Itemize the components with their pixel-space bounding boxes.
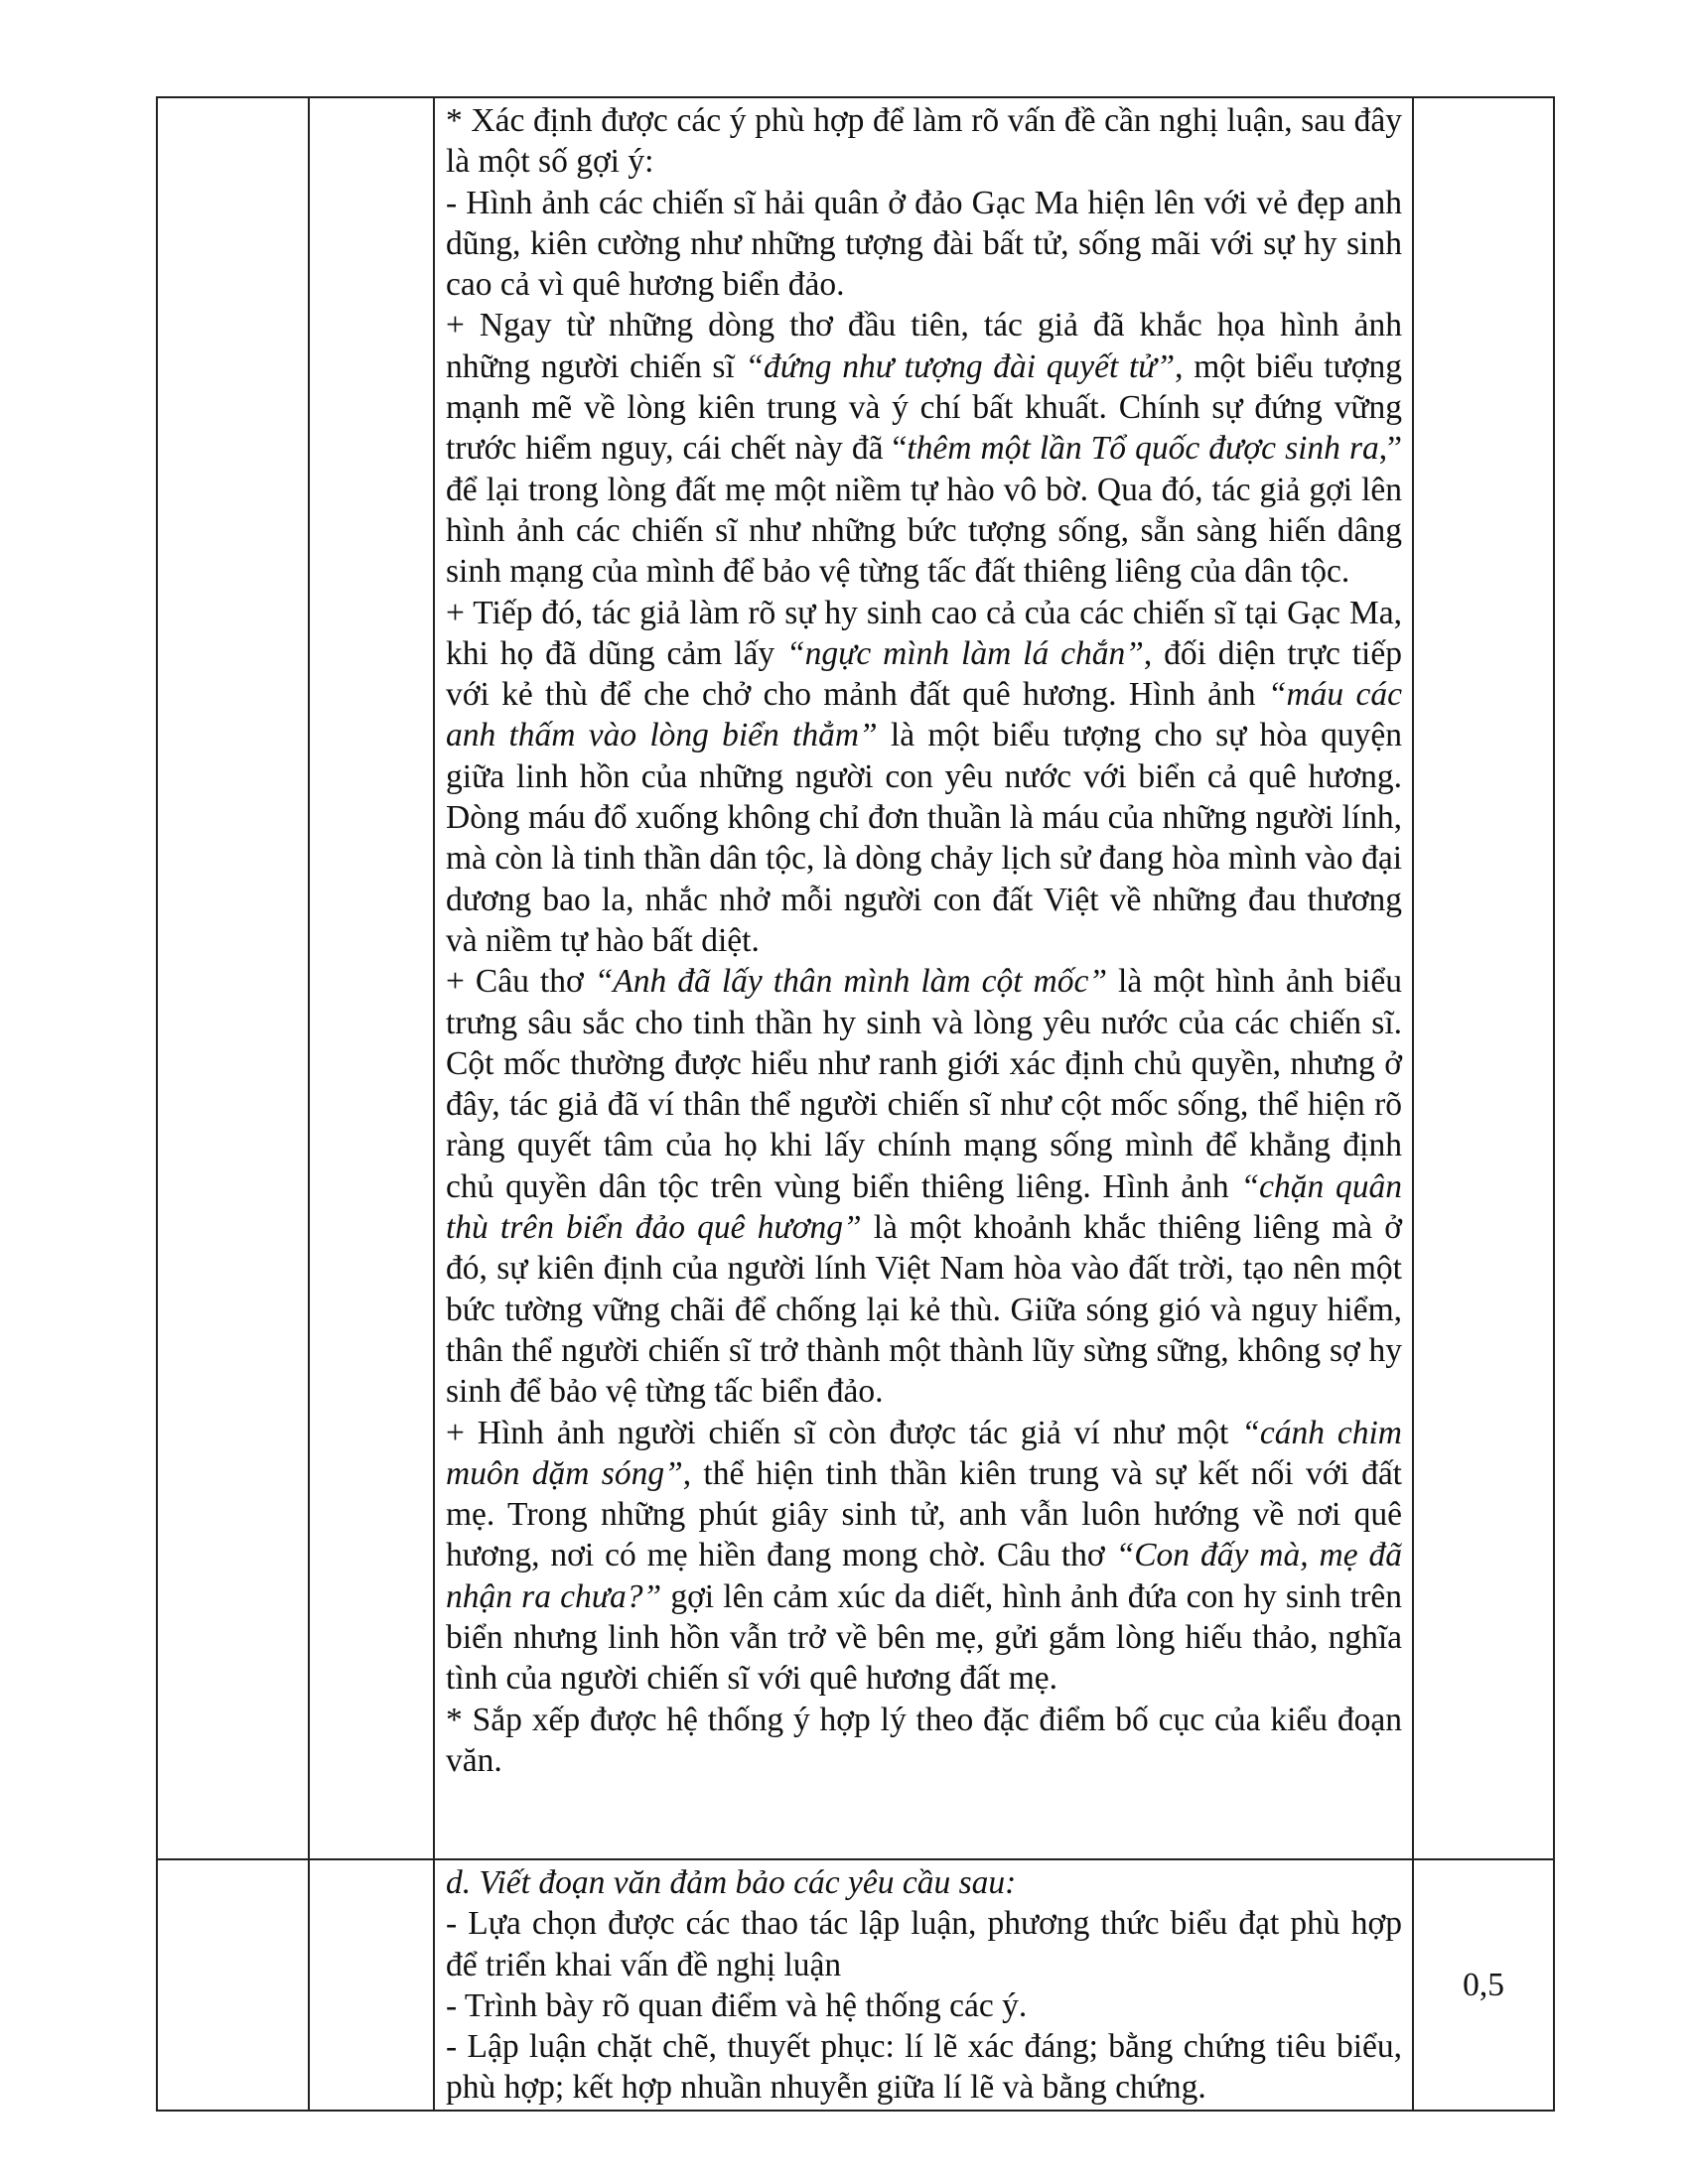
text-run: + Câu thơ <box>446 963 595 1001</box>
quote-text: “đứng như tượng đài quyết tử” <box>745 347 1176 385</box>
text-run: , thể hiện tinh thần kiên trung và sự kết nối với đất mẹ. Trong những phút giây sinh tử, anh vẫn luôn hướng về nơi quê hương, nơi có mẹ hiền đang mong chờ. Câu thơ <box>446 1454 1402 1574</box>
table-row <box>157 97 1554 1859</box>
score-cell <box>1413 97 1554 1859</box>
content-cell <box>434 1859 1413 2111</box>
part-cell <box>309 97 434 1859</box>
content-text <box>435 1860 1412 2109</box>
quote-text: “cánh chim muôn dặm sóng” <box>446 1414 1402 1492</box>
quote-text: “máu các anh thấm vào lòng biển thẳm” <box>446 676 1402 754</box>
score-cell <box>1413 1859 1554 2111</box>
part-cell <box>309 1859 434 2111</box>
paragraph <box>446 1700 1402 1782</box>
text-run: là một biểu tượng cho sự hòa quyện giữa linh hồn của những người con yêu nước với biển cả quê hương. Dòng máu đổ xuống không chỉ đơn thuần là máu của những người lính, mà còn là tinh thần dân tộc, là dòng chảy lịch sử đang hòa mình vào đại dương bao la, nhắc nhở mỗi người con đất Việt về những đau thương và niềm tự hào bất diệt. <box>446 717 1403 959</box>
paragraph <box>446 593 1402 962</box>
paragraph <box>446 1413 1402 1700</box>
table-row <box>157 1859 1554 2111</box>
paragraph <box>446 961 1402 1412</box>
text-run: - Trình bày rõ quan điểm và hệ thống các ý. <box>446 1986 1028 2024</box>
text-run: là một hình ảnh biểu trưng sâu sắc cho tinh thần hy sinh và lòng yêu nước của các chiến sĩ. Cột mốc thường được hiểu như ranh giới xác định chủ quyền, nhưng ở đây, tác giả đã ví thân thể người chiến sĩ như cột mốc sống, thể hiện rõ ràng quyết tâm của họ khi lấy chính mạng sống mình để khẳng định chủ quyền dân tộc trên vùng biển thiêng liêng. Hình ảnh <box>446 963 1402 1205</box>
text-run: + Tiếp đó, tác giả làm rõ sự hy sinh cao cả của các chiến sĩ tại Gạc Ma, khi họ đã dũng cảm lấy <box>446 594 1402 672</box>
text-run: , đối diện trực tiếp với kẻ thù để che chở cho mảnh đất quê hương. Hình ảnh <box>446 634 1402 714</box>
quote-text: thêm một lần Tổ quốc được sinh ra <box>907 430 1379 468</box>
question-cell <box>157 97 309 1859</box>
text-run: - Hình ảnh các chiến sĩ hải quân ở đảo Gạc Ma hiện lên với vẻ đẹp anh dũng, kiên cường như những tượng đài bất tử, sống mãi với sự hy sinh cao cả vì quê hương biển đảo. <box>446 184 1402 304</box>
text-run: là một khoảnh khắc thiêng liêng mà ở đó, sự kiên định của người lính Việt Nam hòa vào đất trời, tạo nên một bức tường vững chãi để chống lại kẻ thù. Giữa sóng gió và nguy hiểm, thân thể người chiến sĩ trở thành một thành lũy sừng sững, không sợ hy sinh để bảo vệ từng tấc biển đảo. <box>446 1209 1402 1411</box>
grading-table <box>156 96 1555 2112</box>
paragraph <box>446 2026 1402 2109</box>
content-cell <box>434 97 1413 1859</box>
paragraph <box>446 1985 1402 2026</box>
quote-text: “Anh đã lấy thân mình làm cột mốc” <box>594 963 1108 1001</box>
text-run: ,” để lại trong lòng đất mẹ một niềm tự hào vô bờ. Qua đó, tác giả gợi lên hình ảnh các chiến sĩ như những bức tượng sống, sẵn sàng hiến dâng sinh mạng của mình để bảo vệ từng tấc đất thiêng liêng của dân tộc. <box>446 430 1402 591</box>
text-run: + Ngay từ những dòng thơ đầu tiên, tác giả đã khắc họa hình ảnh những người chiến sĩ <box>446 307 1402 385</box>
paragraph <box>446 1862 1402 1903</box>
quote-text: d. Viết đoạn văn đảm bảo các yêu cầu sau: <box>446 1864 1017 1901</box>
quote-text: “ngực mình làm lá chắn” <box>785 634 1144 672</box>
text-run: - Lập luận chặt chẽ, thuyết phục: lí lẽ xác đáng; bằng chứng tiêu biểu, phù hợp; kết hợp nhuần nhuyễn giữa lí lẽ và bằng chứng. <box>446 2028 1402 2107</box>
text-run: * Xác định được các ý phù hợp để làm rõ vấn đề cần nghị luận, sau đây là một số gợi ý: <box>446 102 1402 181</box>
score-value: 0,5 <box>1463 1966 1504 2003</box>
paragraph <box>446 305 1402 592</box>
text-run: gợi lên cảm xúc da diết, hình ảnh đứa con hy sinh trên biển nhưng linh hồn vẫn trở về bên mẹ, gửi gắm lòng hiếu thảo, nghĩa tình của người chiến sĩ với quê hương đất mẹ. <box>446 1577 1402 1698</box>
quote-text: “Con đấy mà, mẹ đã nhận ra chưa?” <box>446 1537 1402 1615</box>
paragraph <box>446 1903 1402 1985</box>
content-text <box>435 98 1412 1781</box>
text-run: - Lựa chọn được các thao tác lập luận, phương thức biểu đạt phù hợp để triển khai vấn đề nghị luận <box>446 1905 1402 1983</box>
question-cell <box>157 1859 309 2111</box>
paragraph <box>446 100 1402 183</box>
text-run: + Hình ảnh người chiến sĩ còn được tác giả ví như một <box>446 1414 1242 1451</box>
quote-text: “chặn quân thù trên biển đảo quê hương” <box>446 1167 1402 1247</box>
text-run: , một biểu tượng mạnh mẽ về lòng kiên trung và ý chí bất khuất. Chính sự đứng vững trước hiểm nguy, cái chết này đã “ <box>446 347 1402 468</box>
text-run: * Sắp xếp được hệ thống ý hợp lý theo đặc điểm bố cục của kiểu đoạn văn. <box>446 1701 1402 1779</box>
paragraph <box>446 183 1402 306</box>
